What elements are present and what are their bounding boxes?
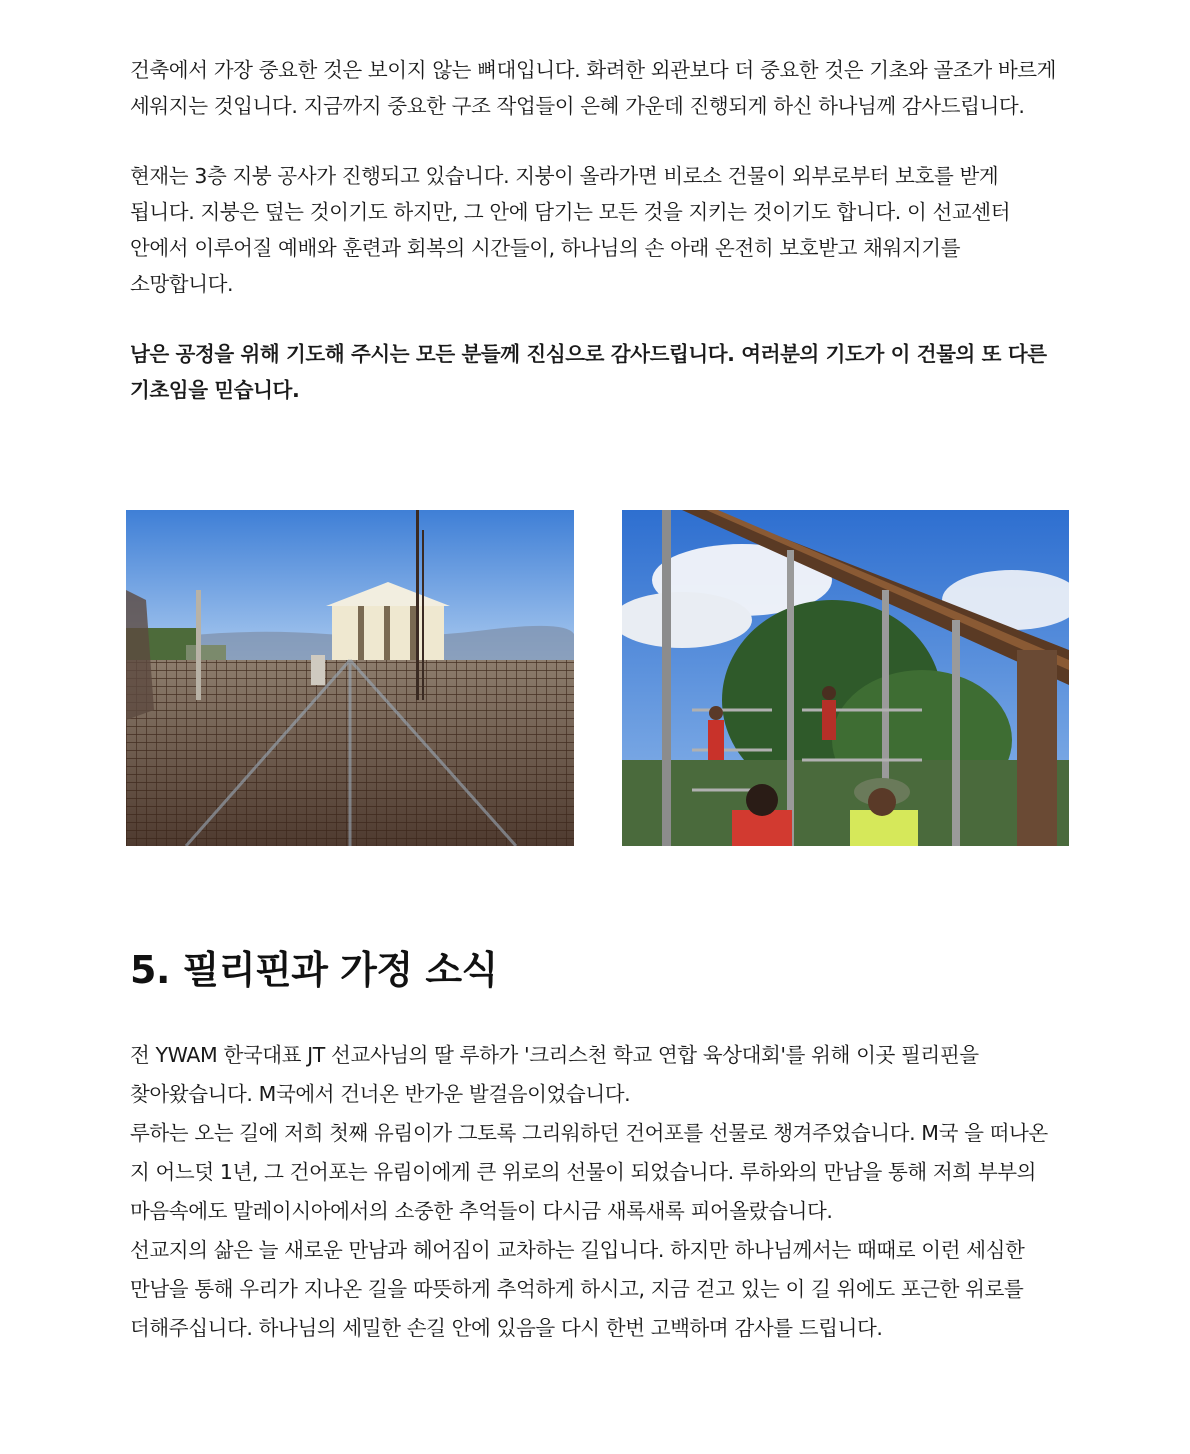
intro-paragraph-2: 현재는 3층 지붕 공사가 진행되고 있습니다. 지붕이 올라가면 비로소 건물이 외부로부터 보호를 받게 됩니다. 지붕은 덮는 것이기도 하지만, 그 안에 담기는 모든 것을 지키는 것이기도 합니다. 이 선교센터 안에서 이루어질 예배와 훈련과 회복의 시간들이, 하나님의 손 아래 온전히 보호받고 채워지기를 소망합니다. xyxy=(130,164,1011,296)
intro-section xyxy=(130,52,1065,408)
section-title: 5. 필리핀과 가정 소식 xyxy=(130,948,498,992)
section-body xyxy=(130,1036,1065,1348)
section-5 xyxy=(130,940,1065,1348)
workers-scaffolding-photo xyxy=(622,510,1069,846)
section-paragraph-3: 선교지의 삶은 늘 새로운 만남과 헤어짐이 교차하는 길입니다. 하지만 하나님께서는 때때로 이런 세심한 만남을 통해 우리가 지나온 길을 따뜻하게 추억하게 하시고, 지금 걷고 있는 이 길 위에도 포근한 위로를 더해주십니다. 하나님의 세밀한 손길 안에 있음을 다시 한번 고백하며 감사를 드립니다. xyxy=(130,1238,1025,1340)
intro-paragraph-1: 건축에서 가장 중요한 것은 보이지 않는 뼈대입니다. 화려한 외관보다 더 중요한 것은 기초와 골조가 바르게 세워지는 것입니다. 지금까지 중요한 구조 작업들이 은혜 가운데 진행되게 하신 하나님께 감사드립니다. xyxy=(130,58,1057,118)
section-paragraph-2: 루하는 오는 길에 저희 첫째 유림이가 그토록 그리워하던 건어포를 선물로 챙겨주었습니다. M국 을 떠나온 지 어느덧 1년, 그 건어포는 유림이에게 큰 위로의 선물이 되었습니다. 루하와의 만남을 통해 저희 부부의 마음속에도 말레이시아에서의 소중한 추억들이 다시금 새록새록 피어올랐습니다. xyxy=(130,1121,1048,1223)
section-paragraph-1: 전 YWAM 한국대표 JT 선교사님의 딸 루하가 '크리스천 학교 연합 육상대회'를 위해 이곳 필리핀을 찾아왔습니다. M국에서 건너온 반가운 발걸음이었습니다. xyxy=(130,1043,979,1106)
rooftop-rebar-photo xyxy=(126,510,574,846)
photo-row xyxy=(126,510,1069,846)
intro-paragraph-thanks: 남은 공정을 위해 기도해 주시는 모든 분들께 진심으로 감사드립니다. 여러분의 기도가 이 건물의 또 다른 기초임을 믿습니다. xyxy=(130,342,1047,402)
